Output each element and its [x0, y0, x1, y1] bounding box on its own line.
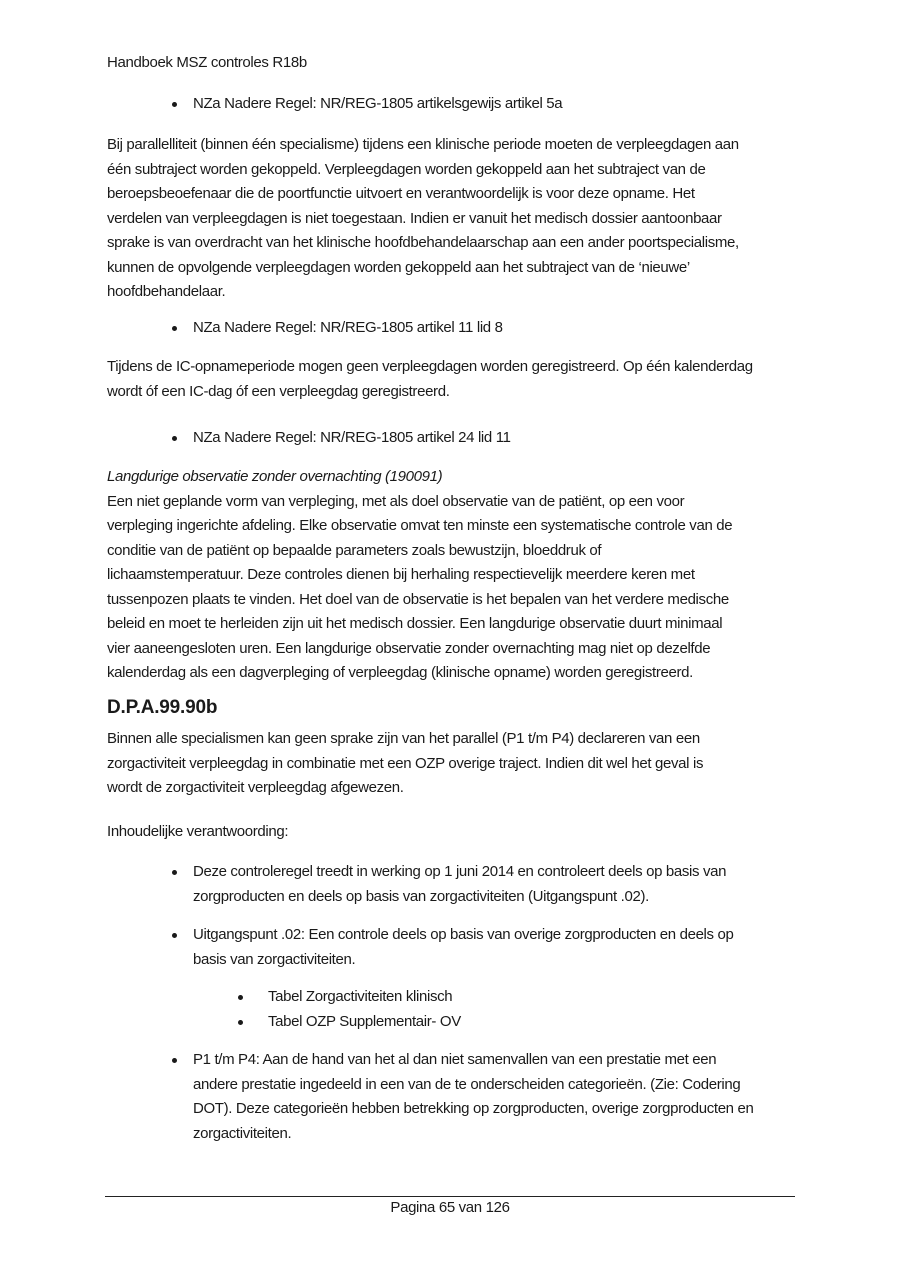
- text-line: Uitgangspunt .02: Een controle deels op basis van overige zorgproducten en deels op: [193, 926, 734, 943]
- text-line: lichaamstemperatuur. Deze controles dienen bij herhaling respectievelijk meerdere keren met: [107, 566, 695, 583]
- page-number: Pagina 65 van 126: [390, 1199, 510, 1216]
- reference-text: NZa Nadere Regel: NR/REG-1805 artikelsgewijs artikel 5a: [193, 95, 563, 112]
- bullet-icon: [172, 933, 177, 938]
- text-line: kalenderdag als een dagverpleging of verpleegdag (klinische opname) worden geregistreerd.: [107, 664, 693, 681]
- text-line: Binnen alle specialismen kan geen sprake zijn van het parallel (P1 t/m P4) declareren van een: [107, 730, 700, 747]
- text-line: sprake is van overdracht van het klinische hoofdbehandelaarschap aan een ander poortspecialisme,: [107, 234, 739, 251]
- running-header: Handboek MSZ controles R18b: [107, 54, 307, 71]
- paragraph-parallelliteit: [107, 133, 807, 305]
- text-line: zorgactiviteiten.: [193, 1124, 292, 1142]
- text-line: andere prestatie ingedeeld in een van de te onderscheiden categorieën. (Zie: Codering: [193, 1075, 741, 1093]
- bullet-icon: [172, 870, 177, 875]
- reference-text: NZa Nadere Regel: NR/REG-1805 artikel 24 lid 11: [193, 429, 511, 446]
- text-line: zorgactiviteit verpleegdag in combinatie met een OZP overige traject. Indien dit wel het geval is: [107, 754, 704, 772]
- sub-list-text: Tabel Zorgactiviteiten klinisch: [268, 988, 453, 1005]
- text-line: tussenpozen plaats te vinden. Het doel van de observatie is het bepalen van het verdere medische: [107, 590, 729, 608]
- bullet-icon: [172, 326, 177, 331]
- text-line: beleid en moet te herleiden zijn uit het medisch dossier. Een langdurige observatie duurt minimaal: [107, 615, 723, 632]
- bullet-icon: [238, 1020, 243, 1025]
- text-line: Tijdens de IC-opnameperiode mogen geen verpleegdagen worden geregistreerd. Op één kalenderdag: [107, 358, 753, 375]
- subheading: Langdurige observatie zonder overnachting (190091): [107, 468, 443, 485]
- text-line: vier aaneengesloten uren. Een langdurige observatie zonder overnachting mag niet op dezelfde: [107, 639, 711, 657]
- paragraph-ic-opname: [107, 355, 807, 404]
- text-line: wordt de zorgactiviteit verpleegdag afgewezen.: [107, 779, 404, 796]
- text-line: P1 t/m P4: Aan de hand van het al dan niet samenvallen van een prestatie met een: [193, 1051, 717, 1068]
- bullet-icon: [238, 995, 243, 1000]
- reference-text: NZa Nadere Regel: NR/REG-1805 artikel 11 lid 8: [193, 319, 503, 336]
- bullet-icon: [172, 436, 177, 441]
- text-line: Deze controleregel treedt in werking op 1 juni 2014 en controleert deels op basis van: [193, 863, 727, 880]
- paragraph-langdurige-observatie: [107, 465, 807, 686]
- text-line: één subtraject worden gekoppeld. Verpleegdagen worden gekoppeld aan het subtraject van de: [107, 160, 706, 178]
- text-line: Een niet geplande vorm van verpleging, met als doel observatie van de patiënt, op een voor: [107, 492, 685, 510]
- text-line: basis van zorgactiviteiten.: [193, 950, 356, 968]
- sub-list-text: Tabel OZP Supplementair- OV: [268, 1013, 461, 1030]
- verantwoording-label: Inhoudelijke verantwoording:: [107, 823, 289, 840]
- text-line: hoofdbehandelaar.: [107, 283, 226, 300]
- text-line: conditie van de patiënt op bepaalde parameters zoals bewustzijn, bloeddruk of: [107, 541, 602, 559]
- text-line: verpleging ingerichte afdeling. Elke observatie omvat ten minste een systematische controle van de: [107, 517, 733, 534]
- section-heading: D.P.A.99.90b: [107, 697, 218, 718]
- text-line: kunnen de opvolgende verpleegdagen worden gekoppeld aan het subtraject van de ‘nieuwe’: [107, 258, 690, 276]
- text-line: wordt óf een IC-dag óf een verpleegdag geregistreerd.: [107, 382, 450, 400]
- bullet-icon: [172, 102, 177, 107]
- text-line: beroepsbeoefenaar die de poortfunctie uitvoert en verantwoordelijk is voor deze opname. Het: [107, 185, 695, 202]
- text-line: verdelen van verpleegdagen is niet toegestaan. Indien er vanuit het medisch dossier aantoonbaar: [107, 209, 722, 227]
- bullet-icon: [172, 1058, 177, 1063]
- paragraph-rule-description: [107, 727, 807, 801]
- footer-divider: [105, 1196, 795, 1197]
- text-line: DOT). Deze categorieën hebben betrekking op zorgproducten, overige zorgproducten en: [193, 1100, 754, 1117]
- text-line: Bij parallelliteit (binnen één specialisme) tijdens een klinische periode moeten de verpleegdagen aan: [107, 136, 739, 153]
- text-line: zorgproducten en deels op basis van zorgactiviteiten (Uitgangspunt .02).: [193, 887, 649, 905]
